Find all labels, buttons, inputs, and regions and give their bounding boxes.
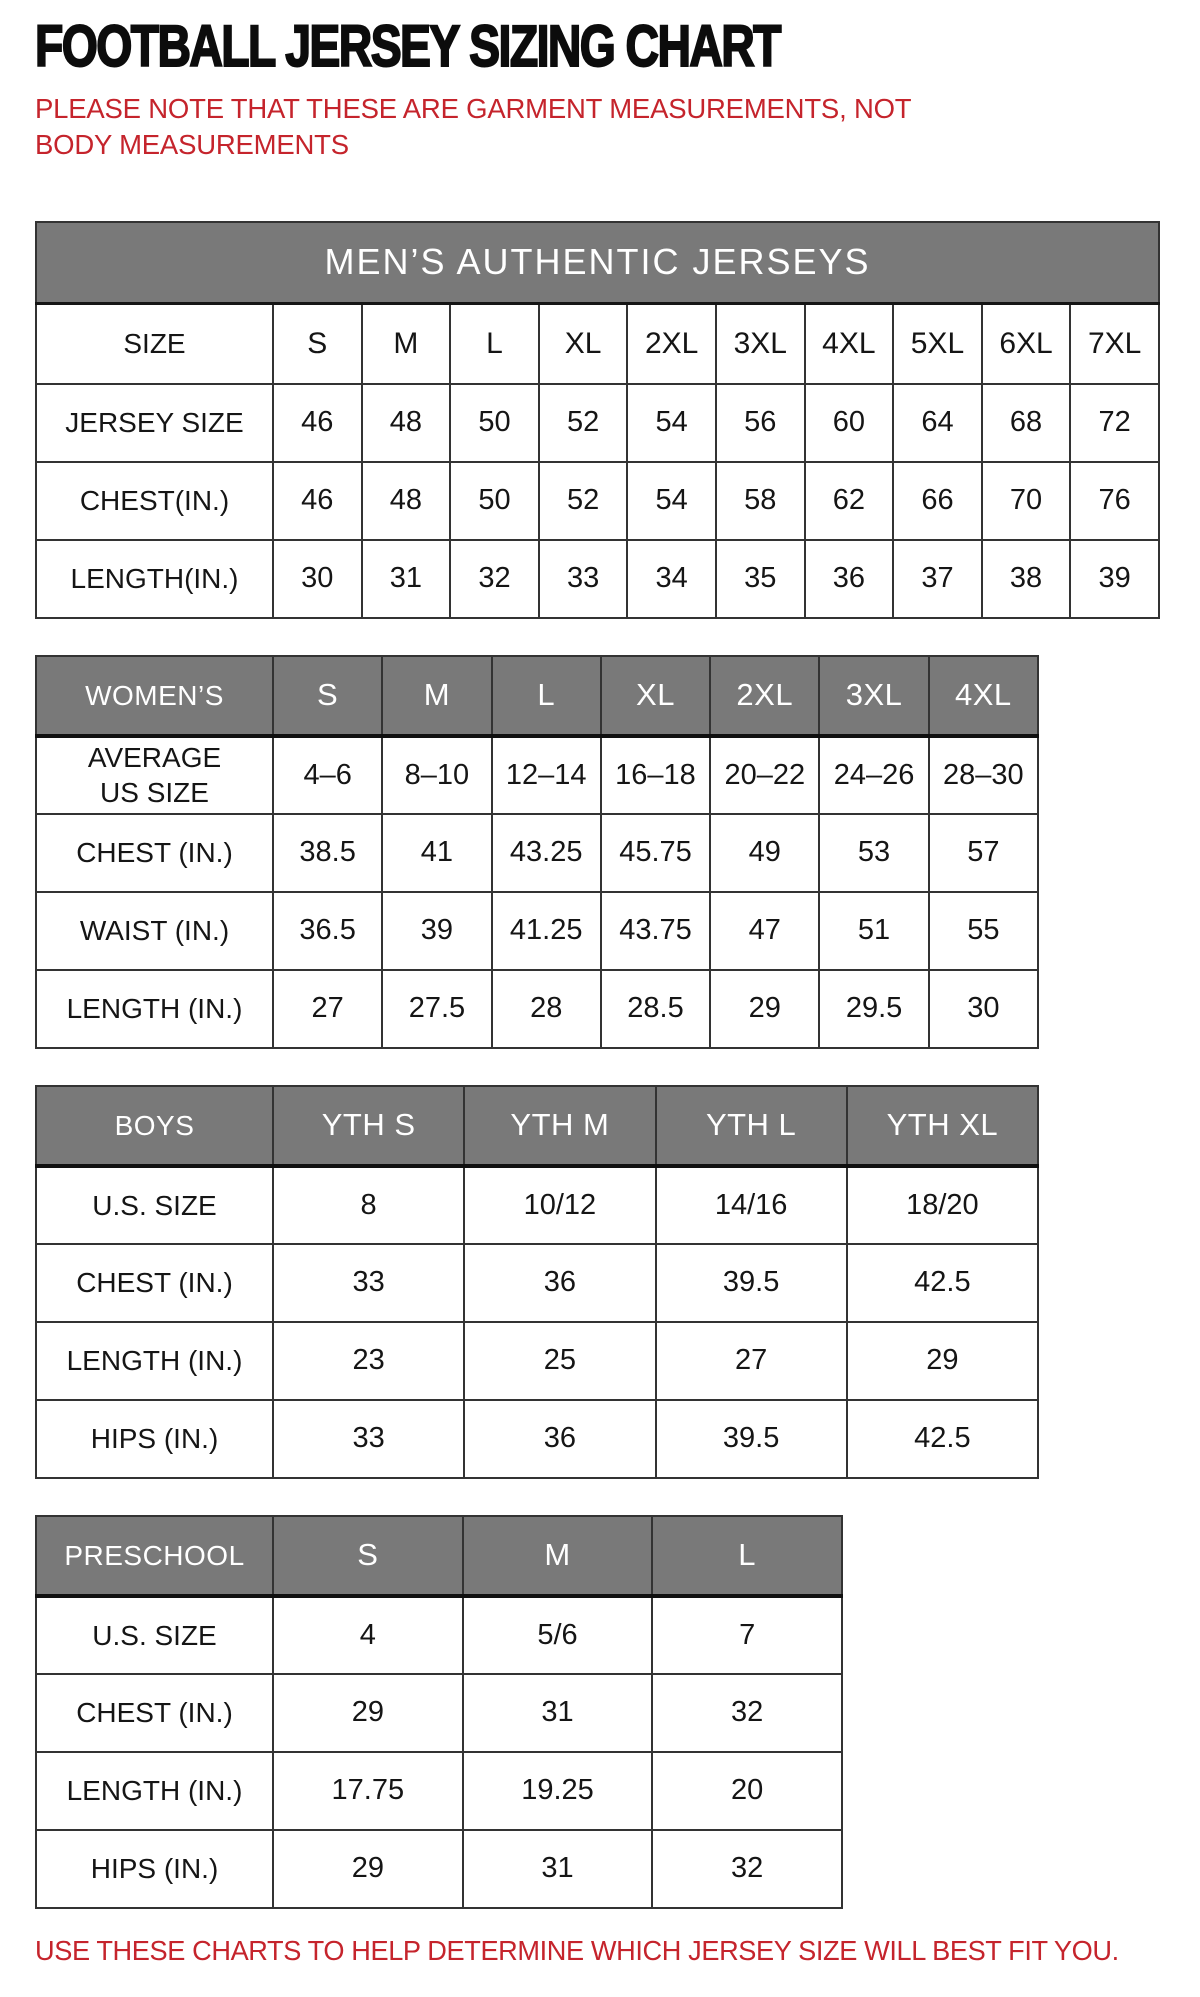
womens-measurement-value: 30 xyxy=(929,970,1038,1048)
mens-measurement-value: 54 xyxy=(627,462,716,540)
mens-measurement-value: 46 xyxy=(273,384,362,462)
boys-table-row xyxy=(36,1400,1038,1478)
womens-measurement-value: 43.25 xyxy=(492,814,601,892)
womens-column-header: 2XL xyxy=(710,656,819,736)
mens-header-label: SIZE xyxy=(36,304,273,384)
boys-measurement-value: 39.5 xyxy=(656,1400,847,1478)
womens-measurement-value: 55 xyxy=(929,892,1038,970)
boys-measurement-value: 10/12 xyxy=(464,1166,655,1244)
boys-measurement-value: 8 xyxy=(273,1166,464,1244)
womens-measurement-value: 20–22 xyxy=(710,736,819,814)
preschool-measurement-value: 5/6 xyxy=(463,1596,653,1674)
womens-size-table xyxy=(35,655,1039,1049)
boys-measurement-value: 33 xyxy=(273,1244,464,1322)
preschool-measurement-value: 20 xyxy=(652,1752,842,1830)
boys-table-row xyxy=(36,1166,1038,1244)
mens-column-header: 7XL xyxy=(1070,304,1159,384)
mens-measurement-value: 68 xyxy=(982,384,1071,462)
womens-measurement-value: 27.5 xyxy=(382,970,491,1048)
mens-measurement-value: 54 xyxy=(627,384,716,462)
womens-measurement-value: 49 xyxy=(710,814,819,892)
womens-table-row xyxy=(36,970,1038,1048)
mens-measurement-value: 60 xyxy=(805,384,894,462)
womens-measurement-value: 43.75 xyxy=(601,892,710,970)
womens-header-label: WOMEN’S xyxy=(36,656,273,736)
mens-measurement-value: 48 xyxy=(362,384,451,462)
mens-measurement-value: 37 xyxy=(893,540,982,618)
womens-measurement-value: 28 xyxy=(492,970,601,1048)
boys-measurement-value: 25 xyxy=(464,1322,655,1400)
fit-advice-note: USE THESE CHARTS TO HELP DETERMINE WHICH JERSEY SIZE WILL BEST FIT YOU. xyxy=(35,1934,1119,1966)
preschool-table-row xyxy=(36,1752,842,1830)
womens-measurement-value: 8–10 xyxy=(382,736,491,814)
mens-table-banner: MEN’S AUTHENTIC JERSEYS xyxy=(36,222,1159,304)
womens-measurement-value: 12–14 xyxy=(492,736,601,814)
womens-column-header: 3XL xyxy=(819,656,928,736)
womens-table-row xyxy=(36,814,1038,892)
womens-column-header: M xyxy=(382,656,491,736)
womens-column-header: XL xyxy=(601,656,710,736)
mens-measurement-value: 39 xyxy=(1070,540,1159,618)
womens-measurement-value: 47 xyxy=(710,892,819,970)
womens-column-header: S xyxy=(273,656,382,736)
boys-measurement-value: 36 xyxy=(464,1244,655,1322)
mens-table-row xyxy=(36,540,1159,618)
boys-measurement-value: 36 xyxy=(464,1400,655,1478)
page-title: FOOTBALL JERSEY SIZING CHART xyxy=(35,14,780,79)
womens-measurement-value: 24–26 xyxy=(819,736,928,814)
womens-table-row xyxy=(36,736,1038,814)
preschool-measurement-value: 29 xyxy=(273,1830,463,1908)
womens-measurement-value: 41.25 xyxy=(492,892,601,970)
boys-measurement-value: 14/16 xyxy=(656,1166,847,1244)
womens-row-label: CHEST (IN.) xyxy=(36,814,273,892)
mens-measurement-value: 48 xyxy=(362,462,451,540)
mens-measurement-value: 33 xyxy=(539,540,628,618)
preschool-table-row xyxy=(36,1596,842,1674)
womens-measurement-value: 28.5 xyxy=(601,970,710,1048)
womens-measurement-value: 29.5 xyxy=(819,970,928,1048)
mens-measurement-value: 34 xyxy=(627,540,716,618)
boys-column-header: YTH S xyxy=(273,1086,464,1166)
womens-measurement-value: 41 xyxy=(382,814,491,892)
mens-row-label: JERSEY SIZE xyxy=(36,384,273,462)
garment-measurements-note: PLEASE NOTE THAT THESE ARE GARMENT MEASUREMENTS, NOT BODY MEASUREMENTS xyxy=(35,93,911,160)
mens-measurement-value: 72 xyxy=(1070,384,1159,462)
preschool-measurement-value: 32 xyxy=(652,1674,842,1752)
preschool-measurement-value: 19.25 xyxy=(463,1752,653,1830)
preschool-measurement-value: 4 xyxy=(273,1596,463,1674)
boys-table-row xyxy=(36,1322,1038,1400)
mens-column-header: 2XL xyxy=(627,304,716,384)
preschool-table-row xyxy=(36,1674,842,1752)
boys-measurement-value: 23 xyxy=(273,1322,464,1400)
preschool-measurement-value: 31 xyxy=(463,1830,653,1908)
mens-measurement-value: 30 xyxy=(273,540,362,618)
boys-row-label: HIPS (IN.) xyxy=(36,1400,273,1478)
womens-measurement-value: 4–6 xyxy=(273,736,382,814)
mens-row-label: LENGTH(IN.) xyxy=(36,540,273,618)
boys-column-header: YTH XL xyxy=(847,1086,1038,1166)
mens-column-header: 4XL xyxy=(805,304,894,384)
mens-measurement-value: 66 xyxy=(893,462,982,540)
boys-table-row xyxy=(36,1244,1038,1322)
preschool-row-label: LENGTH (IN.) xyxy=(36,1752,273,1830)
mens-measurement-value: 35 xyxy=(716,540,805,618)
womens-measurement-value: 45.75 xyxy=(601,814,710,892)
mens-measurement-value: 50 xyxy=(450,462,539,540)
mens-column-header: M xyxy=(362,304,451,384)
mens-measurement-value: 64 xyxy=(893,384,982,462)
boys-row-label: LENGTH (IN.) xyxy=(36,1322,273,1400)
womens-row-label: AVERAGE US SIZE xyxy=(36,736,273,814)
boys-header-label: BOYS xyxy=(36,1086,273,1166)
mens-table-row xyxy=(36,384,1159,462)
mens-measurement-value: 70 xyxy=(982,462,1071,540)
womens-measurement-value: 39 xyxy=(382,892,491,970)
boys-measurement-value: 39.5 xyxy=(656,1244,847,1322)
mens-column-header: 6XL xyxy=(982,304,1071,384)
preschool-measurement-value: 7 xyxy=(652,1596,842,1674)
mens-measurement-value: 52 xyxy=(539,384,628,462)
womens-column-header: L xyxy=(492,656,601,736)
preschool-measurement-value: 17.75 xyxy=(273,1752,463,1830)
womens-measurement-value: 51 xyxy=(819,892,928,970)
womens-measurement-value: 36.5 xyxy=(273,892,382,970)
mens-measurement-value: 76 xyxy=(1070,462,1159,540)
boys-measurement-value: 18/20 xyxy=(847,1166,1038,1244)
mens-measurement-value: 36 xyxy=(805,540,894,618)
mens-table-row xyxy=(36,462,1159,540)
boys-measurement-value: 29 xyxy=(847,1322,1038,1400)
mens-column-header: 3XL xyxy=(716,304,805,384)
mens-measurement-value: 56 xyxy=(716,384,805,462)
mens-measurement-value: 62 xyxy=(805,462,894,540)
preschool-row-label: HIPS (IN.) xyxy=(36,1830,273,1908)
boys-row-label: U.S. SIZE xyxy=(36,1166,273,1244)
preschool-size-table xyxy=(35,1515,843,1909)
womens-table-row xyxy=(36,892,1038,970)
mens-column-header: 5XL xyxy=(893,304,982,384)
boys-measurement-value: 33 xyxy=(273,1400,464,1478)
mens-measurement-value: 38 xyxy=(982,540,1071,618)
boys-size-table xyxy=(35,1085,1039,1479)
mens-authentic-jerseys-table xyxy=(35,221,1160,619)
mens-measurement-value: 52 xyxy=(539,462,628,540)
preschool-header-label: PRESCHOOL xyxy=(36,1516,273,1596)
womens-measurement-value: 16–18 xyxy=(601,736,710,814)
womens-measurement-value: 27 xyxy=(273,970,382,1048)
mens-column-header: S xyxy=(273,304,362,384)
mens-measurement-value: 31 xyxy=(362,540,451,618)
preschool-measurement-value: 31 xyxy=(463,1674,653,1752)
preschool-row-label: U.S. SIZE xyxy=(36,1596,273,1674)
mens-column-header: L xyxy=(450,304,539,384)
boys-measurement-value: 42.5 xyxy=(847,1244,1038,1322)
womens-measurement-value: 29 xyxy=(710,970,819,1048)
mens-measurement-value: 58 xyxy=(716,462,805,540)
preschool-column-header: S xyxy=(273,1516,463,1596)
preschool-row-label: CHEST (IN.) xyxy=(36,1674,273,1752)
boys-column-header: YTH L xyxy=(656,1086,847,1166)
mens-measurement-value: 32 xyxy=(450,540,539,618)
womens-measurement-value: 57 xyxy=(929,814,1038,892)
boys-measurement-value: 27 xyxy=(656,1322,847,1400)
boys-column-header: YTH M xyxy=(464,1086,655,1166)
preschool-column-header: M xyxy=(463,1516,653,1596)
boys-measurement-value: 42.5 xyxy=(847,1400,1038,1478)
mens-column-header: XL xyxy=(539,304,628,384)
womens-row-label: LENGTH (IN.) xyxy=(36,970,273,1048)
mens-measurement-value: 46 xyxy=(273,462,362,540)
preschool-measurement-value: 29 xyxy=(273,1674,463,1752)
mens-measurement-value: 50 xyxy=(450,384,539,462)
mens-row-label: CHEST(IN.) xyxy=(36,462,273,540)
womens-column-header: 4XL xyxy=(929,656,1038,736)
womens-measurement-value: 53 xyxy=(819,814,928,892)
womens-measurement-value: 28–30 xyxy=(929,736,1038,814)
preschool-column-header: L xyxy=(652,1516,842,1596)
boys-row-label: CHEST (IN.) xyxy=(36,1244,273,1322)
preschool-table-row xyxy=(36,1830,842,1908)
womens-measurement-value: 38.5 xyxy=(273,814,382,892)
preschool-measurement-value: 32 xyxy=(652,1830,842,1908)
womens-row-label: WAIST (IN.) xyxy=(36,892,273,970)
